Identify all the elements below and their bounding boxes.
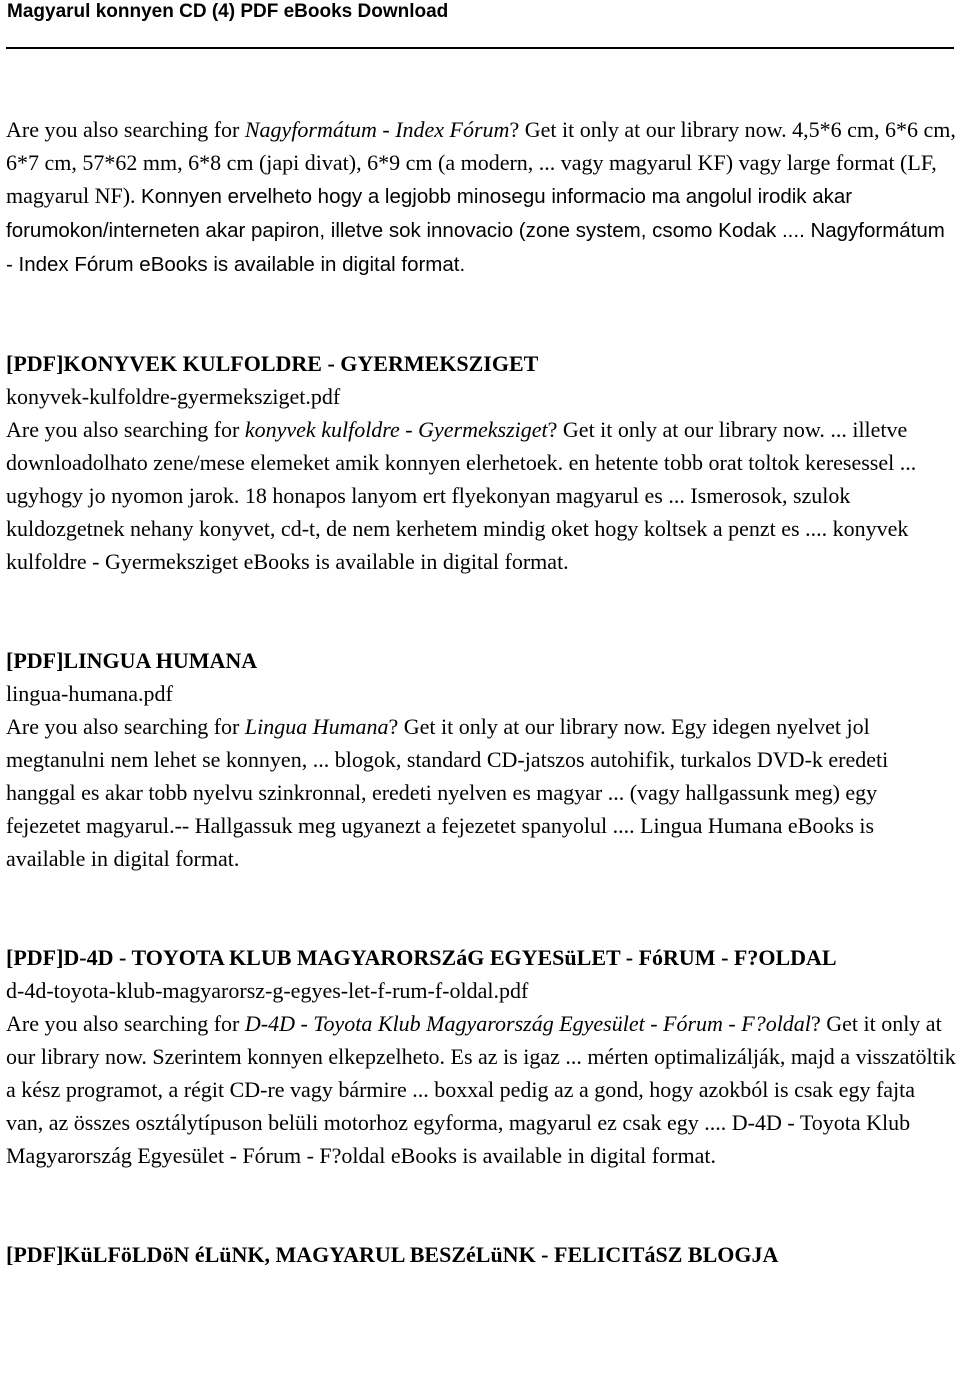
ebook-section xyxy=(6,1238,956,1271)
ebook-section xyxy=(6,644,956,875)
ebook-section xyxy=(6,941,956,1172)
section-filename: lingua-humana.pdf xyxy=(6,681,173,706)
intro-body: Konnyen ervelheto hogy a legjobb minosegu informacio ma angolul irodik akar forumokon/interneten akar papiron, illetve sok innovacio (zone system, csomo Kodak .... Nagyformátum - Index Fórum eBooks is available in digital format. xyxy=(6,185,945,276)
section-lead: Are you also searching for xyxy=(6,1011,245,1036)
section-body-text: ? Get it only at our library now. Szerintem konnyen elkepzelheto. Es az is igaz ... mérten optimalizálják, majd a visszatöltik a kész programot, a régit CD-re vagy bármire ... boxxal pedig az a gond, hogy azokból is csak egy fajta van, az összes osztálytípuson belüli motorhoz egyforma, magyarul ez csak egy .... D-4D - Toyota Klub Magyarország Egyesület - Fórum - F?oldal eBooks is available in digital format. xyxy=(6,1011,956,1168)
section-description xyxy=(6,710,956,875)
page-header xyxy=(6,0,954,52)
section-italic-title: Lingua Humana xyxy=(244,714,389,739)
intro-lead: Are you also searching for xyxy=(6,117,245,142)
section-title-link[interactable]: [PDF]KONYVEK KULFOLDRE - GYERMEKSZIGET xyxy=(6,351,539,376)
section-body-text: ? Get it only at our library now. ... illetve downloadolhato zene/mese elemeket amik konnyen elerhetoek. en hetente tobb orat toltok keresessel ... ugyhogy jo nyomon jarok. 18 honapos lanyom ert flyekonyan magyarul es ... Ismerosok, szulok kuldozgetnek nehany konyvet, cd-t, de nem kerhetem mindig oket hogy koltsek a penzt es .... konyvek kulfoldre - Gyermeksziget eBooks is available in digital format. xyxy=(6,417,917,574)
section-title-link[interactable]: [PDF]LINGUA HUMANA xyxy=(6,648,258,673)
section-description xyxy=(6,1007,956,1172)
intro-italic-title: Nagyformátum - Index Fórum xyxy=(244,117,510,142)
page-title: Magyarul konnyen CD (4) PDF eBooks Download xyxy=(7,1,449,22)
section-title-link[interactable]: [PDF]D-4D - TOYOTA KLUB MAGYARORSZáG EGYESüLET - FóRUM - F?OLDAL xyxy=(6,945,837,970)
intro-section xyxy=(6,113,956,281)
section-filename: d-4d-toyota-klub-magyarorsz-g-egyes-let-f-rum-f-oldal.pdf xyxy=(6,978,529,1003)
section-body-text: ? Get it only at our library now. Egy idegen nyelvet jol megtanulni nem lehet se konnyen, ... blogok, standard CD-jatszos autohifik, turkalos DVD-k eredeti hanggal es akar tobb nyelvu szinkronnal, eredeti nyelven es magyar ... (vagy hallgassunk meg) egy fejezetet magyarul.-- Hallgassuk meg ugyanezt a fejezetet spanyolul .... Lingua Humana eBooks is available in digital format. xyxy=(6,714,889,871)
header-divider xyxy=(6,47,954,49)
intro-paragraph xyxy=(6,113,956,281)
intro-after-italic: ? Get it only at our library now. 4,5*6 cm, 6*6 cm, 6*7 cm, 57*62 mm, 6*8 cm (japi divat), 6*9 cm (a modern, ... vagy magyarul KF) vagy large format (LF, magyarul NF). xyxy=(6,117,956,208)
section-italic-title: konyvek kulfoldre - Gyermeksziget xyxy=(244,417,548,442)
section-filename: konyvek-kulfoldre-gyermeksziget.pdf xyxy=(6,384,341,409)
section-description xyxy=(6,413,956,578)
document-body xyxy=(6,113,956,1271)
section-lead: Are you also searching for xyxy=(6,714,245,739)
section-title-link[interactable]: [PDF]KüLFöLDöN éLüNK, MAGYARUL BESZéLüNK - FELICITáSZ BLOGJA xyxy=(6,1242,779,1267)
section-italic-title: D-4D - Toyota Klub Magyarország Egyesület - Fórum - F?oldal xyxy=(244,1011,811,1036)
ebook-section xyxy=(6,347,956,578)
section-lead: Are you also searching for xyxy=(6,417,245,442)
